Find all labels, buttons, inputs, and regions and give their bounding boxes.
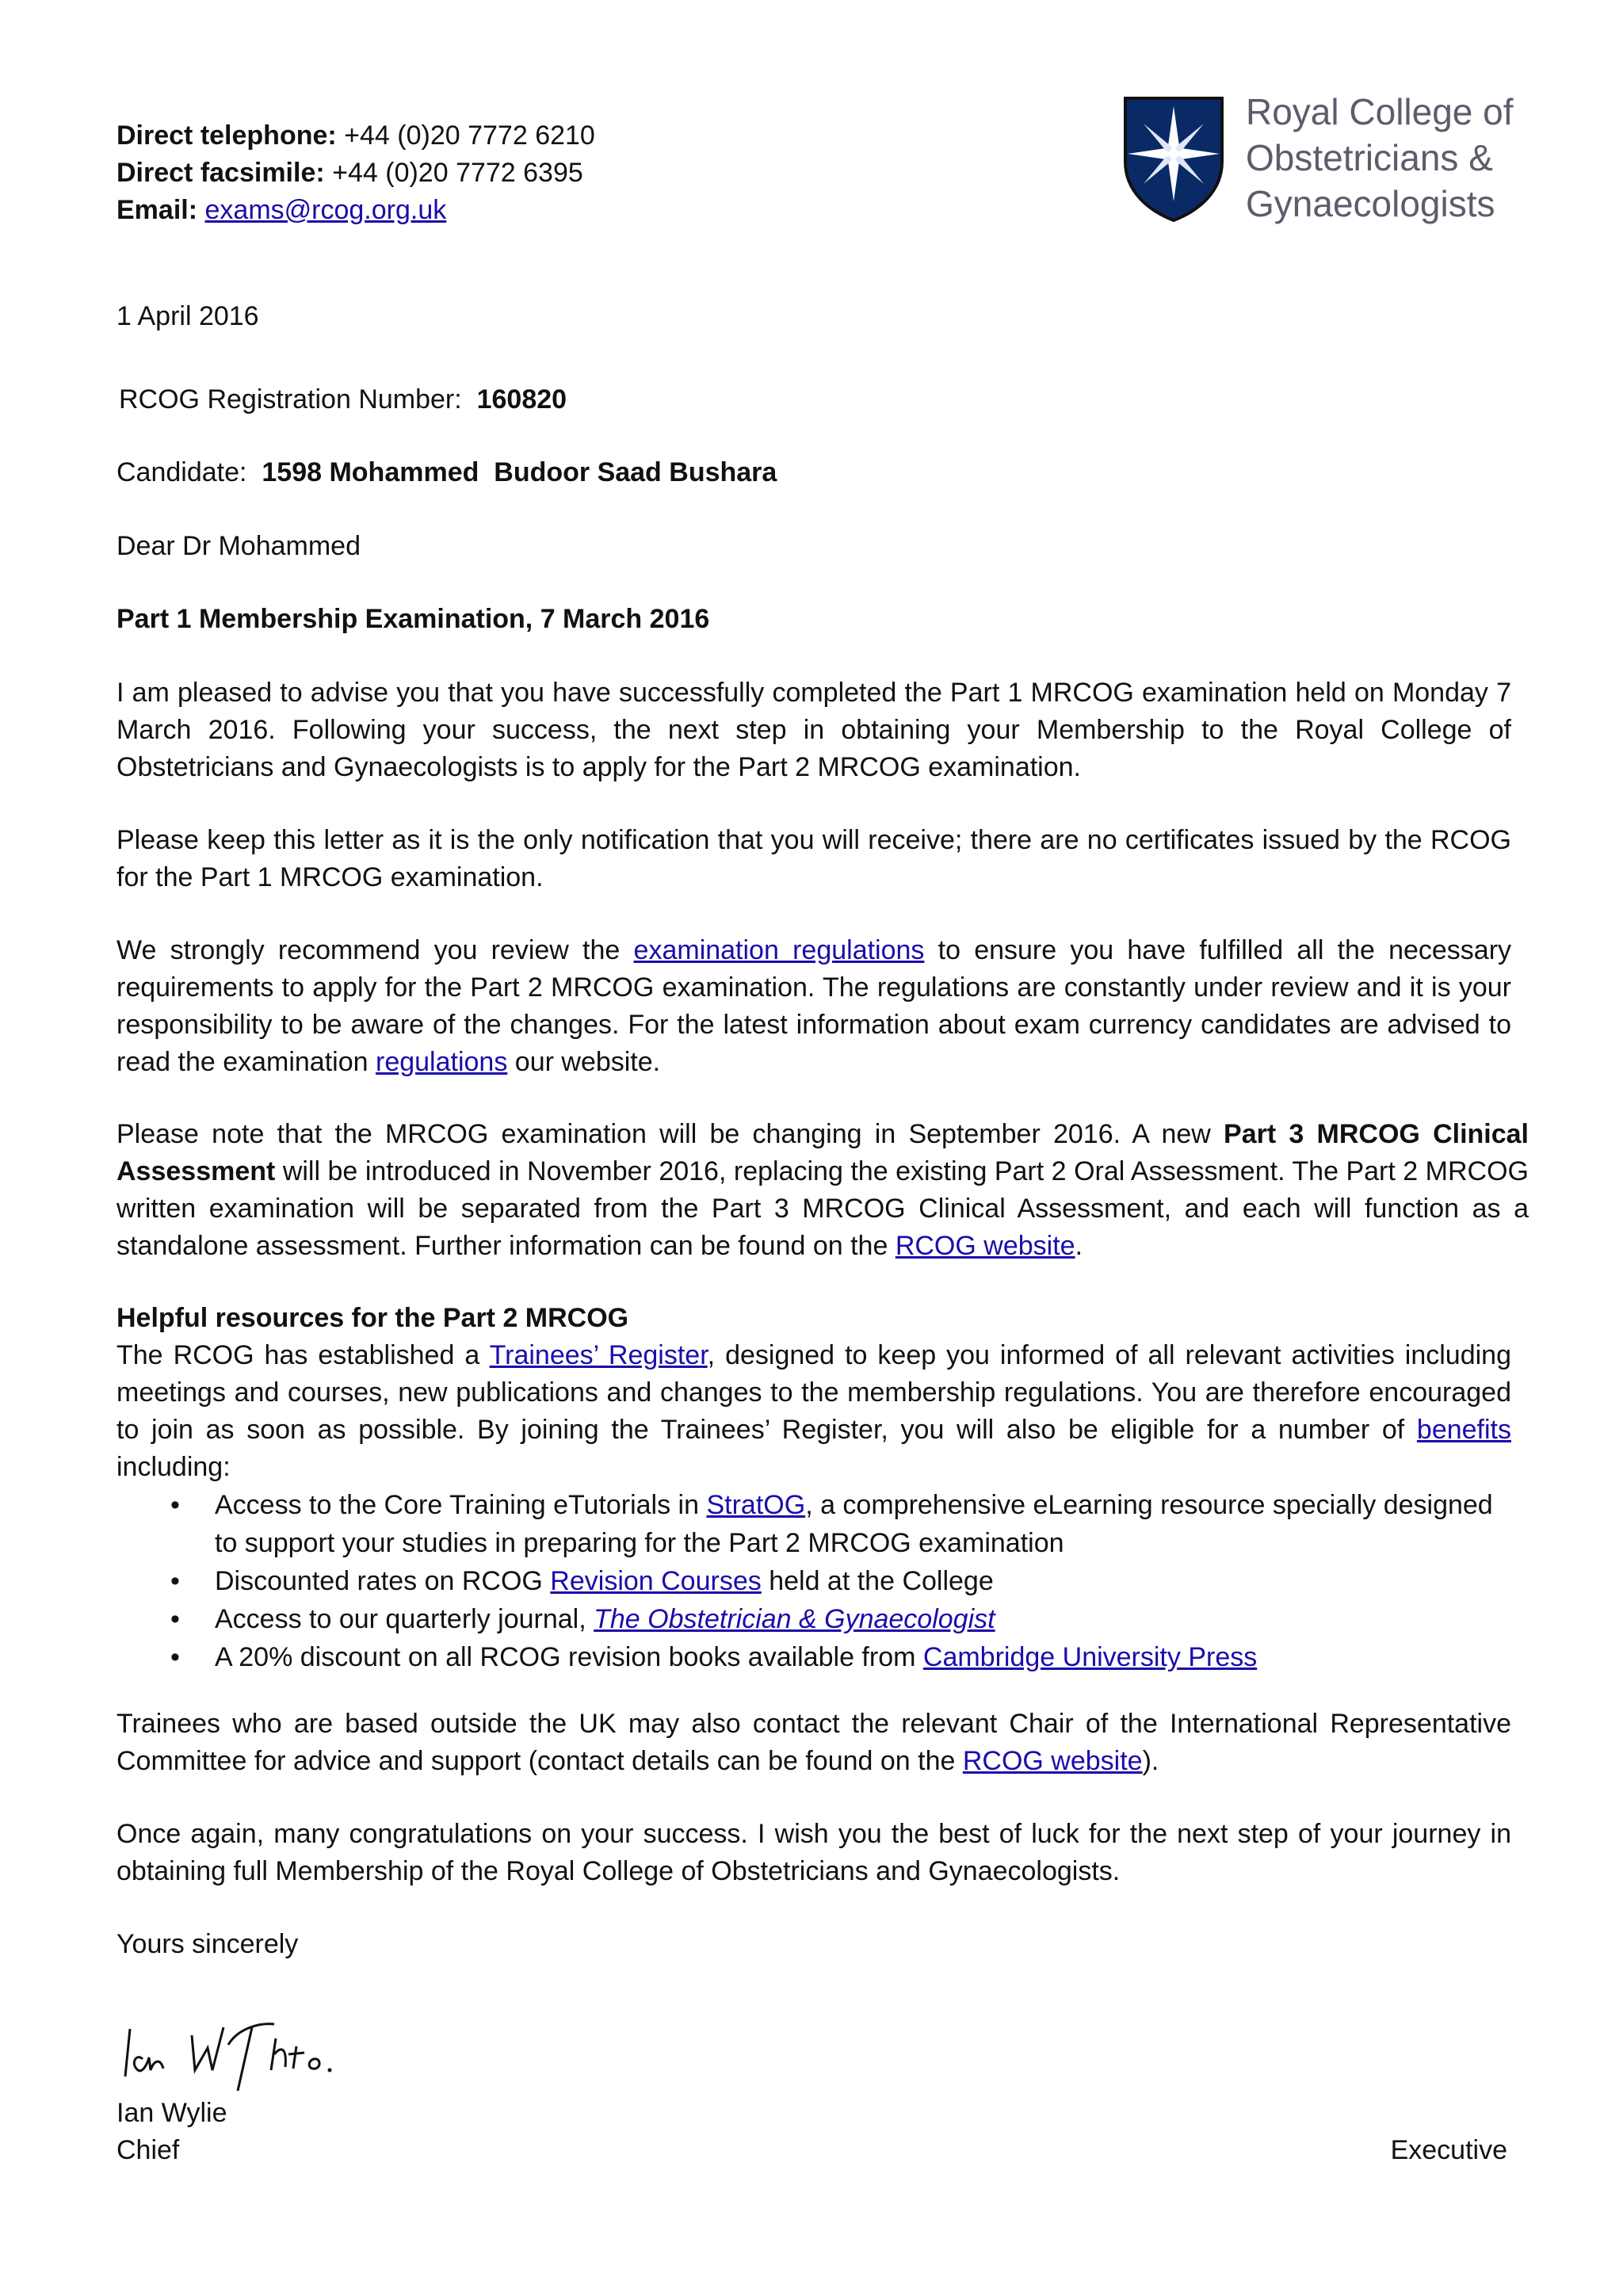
email-link[interactable]: exams@rcog.org.uk	[204, 195, 447, 225]
signer-name: Ian Wylie	[116, 2098, 227, 2128]
fax-label: Direct facsimile:	[116, 158, 325, 188]
p3-text-c: our website.	[514, 1047, 661, 1077]
closing: Yours sincerely	[116, 1929, 299, 1959]
paragraph-no-certificate: Please keep this letter as it is the only notification that you will receive; there are no certificates issued by the RCOG for the Part 1 MRCOG examination.	[116, 825, 1511, 892]
bullet-icon: •	[170, 1566, 180, 1596]
email-line	[116, 192, 595, 229]
logo-line-3: Gynaecologists	[1246, 183, 1495, 224]
salutation: Dear Dr Mohammed	[116, 531, 361, 561]
p4-bold-part3: Part 3 MRCOG Clinical Assessment	[116, 1119, 1529, 1186]
paragraph-exam-changes	[116, 1116, 1529, 1265]
paragraph-trainees-register	[116, 1337, 1511, 1486]
p5-text-b: , designed to keep you informed of all relevant activities including meetings and courses, new publications and changes to the membership regulations. You are therefore encouraged to join as soon as possible. By joining the Trainees’ Register, you will also be eligible for a number of	[116, 1340, 1511, 1445]
paragraph-international	[116, 1706, 1511, 1780]
journal-link[interactable]: The Obstetrician & Gynaecologist	[594, 1604, 995, 1634]
p4-text-b: will be introduced in November 2016, replacing the existing Part 2 Oral Assessment. The Part 2 MRCOG written examination will be separated from the Part 3 MRCOG Clinical Assessment, and each will function as a standalone assessment. Further information can be found on the	[116, 1156, 1529, 1261]
p5-text-a: The RCOG has established a	[116, 1340, 480, 1370]
registration-line	[119, 381, 1514, 418]
bullet-icon: •	[170, 1490, 180, 1520]
candidate-name: 1598 Mohammed Budoor Saad Bushara	[262, 457, 777, 487]
subject-heading: Part 1 Membership Examination, 7 March 2016	[116, 604, 710, 634]
candidate-line	[116, 454, 1511, 491]
rcog-logo	[1122, 89, 1518, 225]
logo-wordmark	[1246, 89, 1514, 227]
list-item	[116, 1562, 1511, 1600]
handwritten-signature	[119, 1997, 380, 2092]
email-label: Email:	[116, 195, 198, 225]
bullet-text: Access to the Core Training eTutorials in	[215, 1490, 700, 1520]
stratog-link[interactable]: StratOG	[706, 1490, 806, 1520]
bullet-text: A 20% discount on all RCOG revision books available from	[215, 1642, 916, 1672]
p5-text-c: including:	[116, 1452, 231, 1482]
phone-label: Direct telephone:	[116, 120, 337, 151]
resources-heading: Helpful resources for the Part 2 MRCOG	[116, 1303, 629, 1333]
paragraph-regulations	[116, 932, 1511, 1081]
benefits-list	[116, 1486, 1511, 1676]
p4-text-a: Please note that the MRCOG examination will be changing in September 2016. A new	[116, 1119, 1211, 1149]
signer-role-chief: Chief	[116, 2135, 180, 2165]
registration-label: RCOG Registration Number:	[119, 384, 462, 415]
phone-line	[116, 117, 595, 155]
rcog-website-link-2[interactable]: RCOG website	[962, 1746, 1143, 1776]
shield-star-icon	[1122, 95, 1225, 223]
cambridge-university-press-link[interactable]: Cambridge University Press	[922, 1642, 1258, 1672]
trainees-register-link[interactable]: Trainees’ Register	[489, 1340, 708, 1370]
letter-date: 1 April 2016	[116, 301, 259, 331]
list-item	[116, 1486, 1511, 1562]
examination-regulations-link[interactable]: examination regulations	[633, 935, 925, 965]
fax-line	[116, 155, 595, 192]
phone-value: +44 (0)20 7772 6210	[344, 120, 595, 151]
p4-text-c: .	[1075, 1231, 1083, 1261]
logo-line-2: Obstetricians &	[1246, 137, 1493, 178]
revision-courses-link[interactable]: Revision Courses	[550, 1566, 762, 1596]
p6-text-b: ).	[1142, 1746, 1159, 1776]
bullet-icon: •	[170, 1642, 180, 1672]
bullet-icon: •	[170, 1604, 180, 1634]
p6-text-a: Trainees who are based outside the UK may also contact the relevant Chair of the International Representative Committee for advice and support (contact details can be found on the	[116, 1709, 1511, 1776]
p3-text-b: to ensure you have fulfilled all the necessary requirements to apply for the Part 2 MRCOG examination. The regulations are constantly under review and it is your responsibility to be aware of the changes. For the latest information about exam currency candidates are advised to read the examination	[116, 935, 1512, 1077]
benefits-link[interactable]: benefits	[1416, 1415, 1511, 1445]
resources-section	[116, 1300, 1511, 1676]
bullet-text: Access to our quarterly journal,	[215, 1604, 586, 1634]
signer-role-executive: Executive	[1390, 2135, 1507, 2165]
paragraph-congratulations: Once again, many congratulations on your success. I wish you the best of luck for the next step of your journey in obtaining full Membership of the Royal College of Obstetricians and Gynaecologists.	[116, 1819, 1511, 1886]
candidate-label: Candidate:	[116, 457, 247, 487]
paragraph-result: I am pleased to advise you that you have successfully completed the Part 1 MRCOG examination held on Monday 7 March 2016. Following your success, the next step in obtaining your Membership to the Royal College of Obstetricians and Gynaecologists is to apply for the Part 2 MRCOG examination.	[116, 678, 1511, 782]
bullet-text: Discounted rates on RCOG	[215, 1566, 543, 1596]
bullet-text: , a comprehensive eLearning resource specially designed to support your studies in preparing for the Part 2 MRCOG examination	[215, 1490, 1493, 1558]
bullet-text: held at the College	[769, 1566, 994, 1596]
contact-details	[116, 117, 595, 229]
fax-value: +44 (0)20 7772 6395	[332, 158, 583, 188]
list-item	[116, 1638, 1511, 1676]
registration-number: 160820	[476, 384, 567, 415]
rcog-website-link-1[interactable]: RCOG website	[895, 1231, 1075, 1261]
p3-text-a: We strongly recommend you review the	[116, 935, 621, 965]
list-item	[116, 1600, 1511, 1638]
logo-line-1: Royal College of	[1246, 91, 1514, 132]
regulations-link[interactable]: regulations	[376, 1047, 508, 1077]
